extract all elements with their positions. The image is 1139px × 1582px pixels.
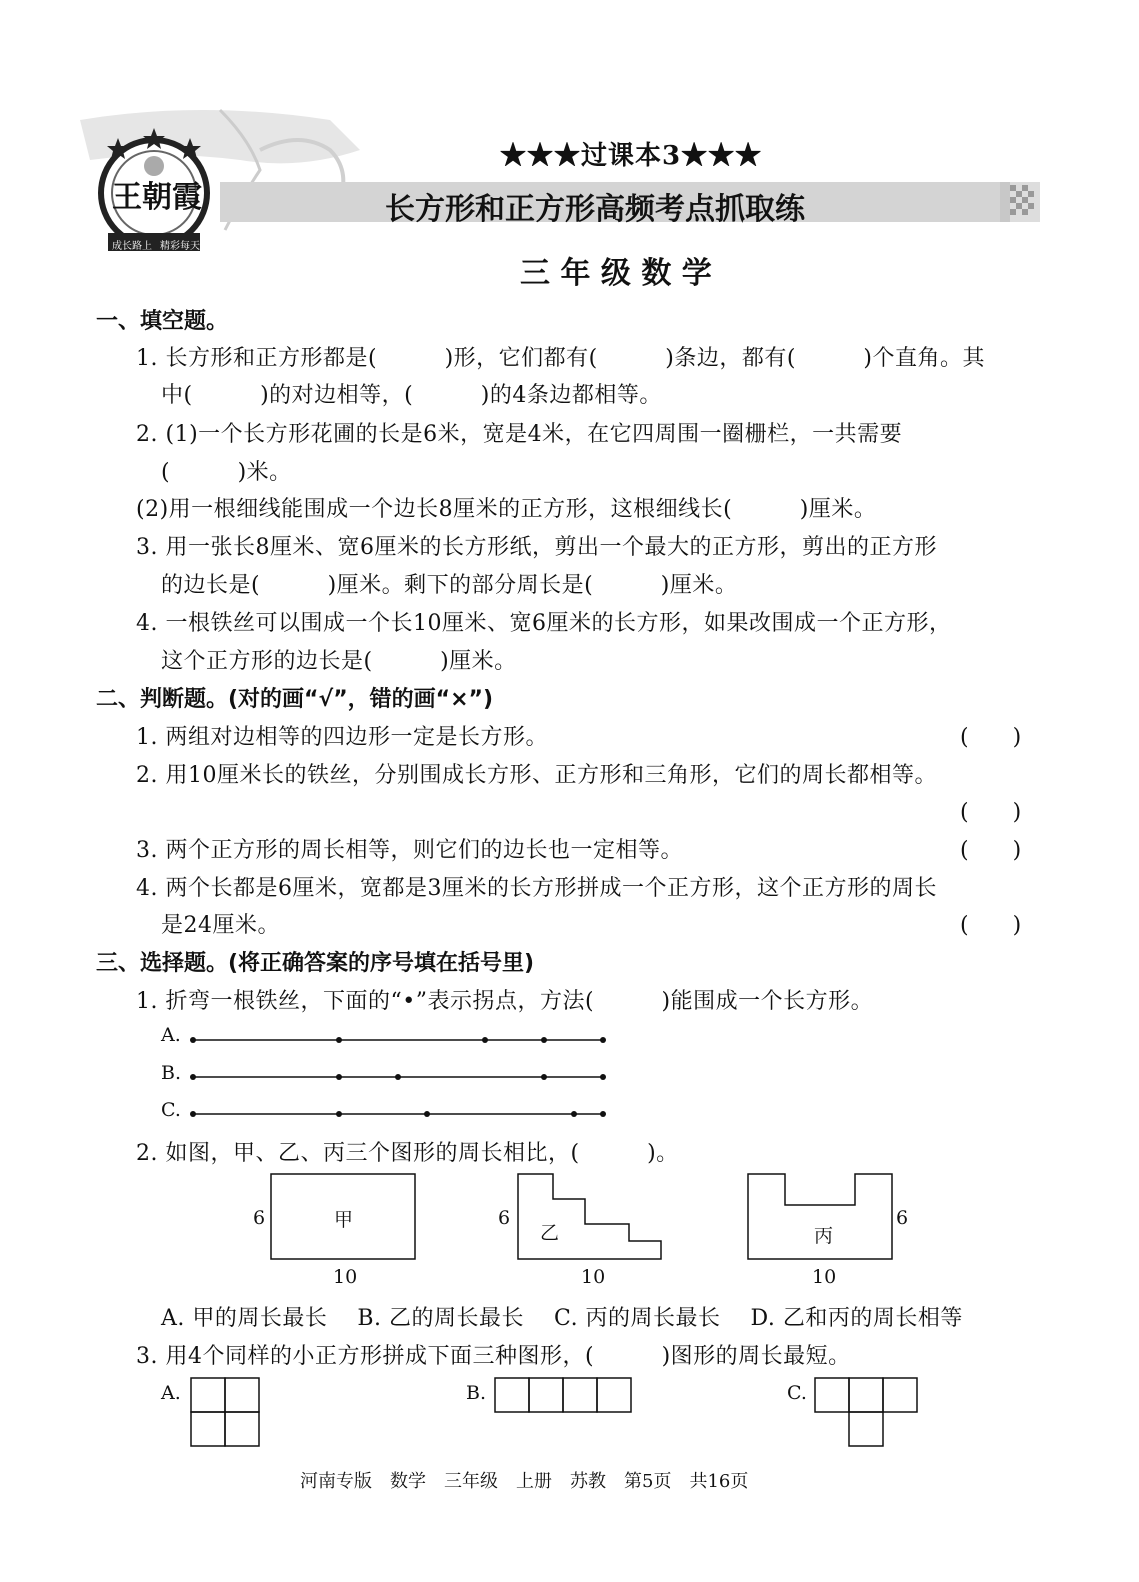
label-bing: 丙 [814, 1225, 834, 1247]
q1-option-a: A. [161, 1024, 181, 1046]
logo-text: 王朝霞 [112, 180, 202, 215]
shape-a-square [191, 1378, 225, 1412]
s1-line-3: 2. (1)一个长方形花圃的长是6米，宽是4米，在它四周围一圈栅栏，一共需要 [136, 422, 903, 447]
wire-b-point [190, 1074, 196, 1080]
wire-a-point [541, 1037, 547, 1043]
wire-c-point [600, 1111, 606, 1117]
series-label: ★★★过课本3★★★ [500, 141, 763, 171]
dim-6-bing: 6 [896, 1207, 909, 1229]
shape-a-square [191, 1412, 225, 1446]
square-figures [185, 1372, 925, 1452]
s3-q2: 2. 如图，甲、乙、丙三个图形的周长相比，( )。 [136, 1141, 679, 1166]
wire-diagrams [185, 1030, 615, 1120]
dim-10-yi: 10 [581, 1266, 606, 1288]
s2-paren-2[interactable]: ( ) [960, 800, 1022, 825]
label-jia: 甲 [334, 1209, 354, 1231]
s2-line-2: 2. 用10厘米长的铁丝，分别围成长方形、正方形和三角形，它们的周长都相等。 [136, 763, 937, 788]
s1-line-6: 3. 用一张长8厘米、宽6厘米的长方形纸，剪出一个最大的正方形，剪出的正方形 [136, 535, 937, 560]
q3-label-c: C. [787, 1382, 807, 1404]
wire-c-point [336, 1111, 342, 1117]
q2-options: A. 甲的周长最长 B. 乙的周长最长 C. 丙的周长最长 D. 乙和丙的周长相等 [161, 1306, 963, 1331]
logo-slogan-left: 成长路上 [112, 241, 152, 252]
wire-a-point [336, 1037, 342, 1043]
s2-line-3: 3. 两个正方形的周长相等，则它们的边长也一定相等。 [136, 838, 683, 863]
s2-line-1: 1. 两组对边相等的四边形一定是长方形。 [136, 725, 548, 750]
dim-10-jia: 10 [333, 1266, 358, 1288]
q1-option-b: B. [161, 1062, 182, 1084]
logo-slogan-right: 精彩每天 [160, 241, 200, 252]
wire-a-point [482, 1037, 488, 1043]
page-footer: 河南专版 数学 三年级 上册 苏教 第5页 共16页 [300, 1471, 749, 1492]
s3-q3: 3. 用4个同样的小正方形拼成下面三种图形，( )图形的周长最短。 [136, 1344, 851, 1369]
s1-line-2: 中( )的对边相等，( )的4条边都相等。 [161, 383, 662, 408]
s2-line-4: 4. 两个长都是6厘米，宽都是3厘米的长方形拼成一个正方形，这个正方形的周长 [136, 876, 937, 901]
subject-title: 三 年 级 数 学 [520, 256, 712, 291]
wire-c-point [571, 1111, 577, 1117]
s2-paren-1[interactable]: ( ) [960, 725, 1022, 750]
shape-c-square [849, 1378, 883, 1412]
q3-label-a: A. [161, 1382, 181, 1404]
shape-b-square [597, 1378, 631, 1412]
s3-q1: 1. 折弯一根铁丝，下面的“•”表示拐点，方法( )能围成一个长方形。 [136, 989, 874, 1014]
s1-line-7: 的边长是( )厘米。剩下的部分周长是( )厘米。 [161, 573, 738, 598]
wire-b-point [600, 1074, 606, 1080]
s2-paren-4[interactable]: ( ) [960, 913, 1022, 938]
label-yi: 乙 [540, 1222, 560, 1244]
wire-c-point [190, 1111, 196, 1117]
shape-c-square [883, 1378, 917, 1412]
shape-b-square [495, 1378, 529, 1412]
q3-label-b: B. [466, 1382, 487, 1404]
s1-line-8: 4. 一根铁丝可以围成一个长10厘米、宽6厘米的长方形，如果改围成一个正方形， [136, 611, 952, 636]
shape-a-square [225, 1378, 259, 1412]
q1-option-c: C. [161, 1099, 181, 1121]
wire-b-point [395, 1074, 401, 1080]
s2-line-5: 是24厘米。 [161, 913, 280, 938]
shape-a-square [225, 1412, 259, 1446]
s2-paren-3[interactable]: ( ) [960, 838, 1022, 863]
s1-line-5: (2)用一根细线能围成一个边长8厘米的正方形，这根细线长( )厘米。 [136, 497, 877, 522]
dim-10-bing: 10 [812, 1266, 837, 1288]
shape-c-square [815, 1378, 849, 1412]
shape-b-square [529, 1378, 563, 1412]
wire-c-point [424, 1111, 430, 1117]
banner-title: 长方形和正方形高频考点抓取练 [385, 192, 805, 227]
figure-yi [518, 1174, 661, 1259]
dim-6-yi: 6 [498, 1207, 511, 1229]
shape-b-square [563, 1378, 597, 1412]
wire-a-point [600, 1037, 606, 1043]
s1-line-4: ( )米。 [161, 460, 292, 485]
section2-title: 二、判断题。(对的画“√”，错的画“×”) [96, 687, 494, 712]
wire-a-point [190, 1037, 196, 1043]
wire-b-point [541, 1074, 547, 1080]
dim-6-jia: 6 [253, 1207, 266, 1229]
wire-b-point [336, 1074, 342, 1080]
section1-title: 一、填空题。 [96, 309, 229, 334]
shape-c-square [849, 1412, 883, 1446]
s1-line-1: 1. 长方形和正方形都是( )形，它们都有( )条边，都有( )个直角。其 [136, 346, 985, 371]
s1-line-9: 这个正方形的边长是( )厘米。 [161, 649, 517, 674]
section3-title: 三、选择题。(将正确答案的序号填在括号里) [96, 951, 535, 976]
